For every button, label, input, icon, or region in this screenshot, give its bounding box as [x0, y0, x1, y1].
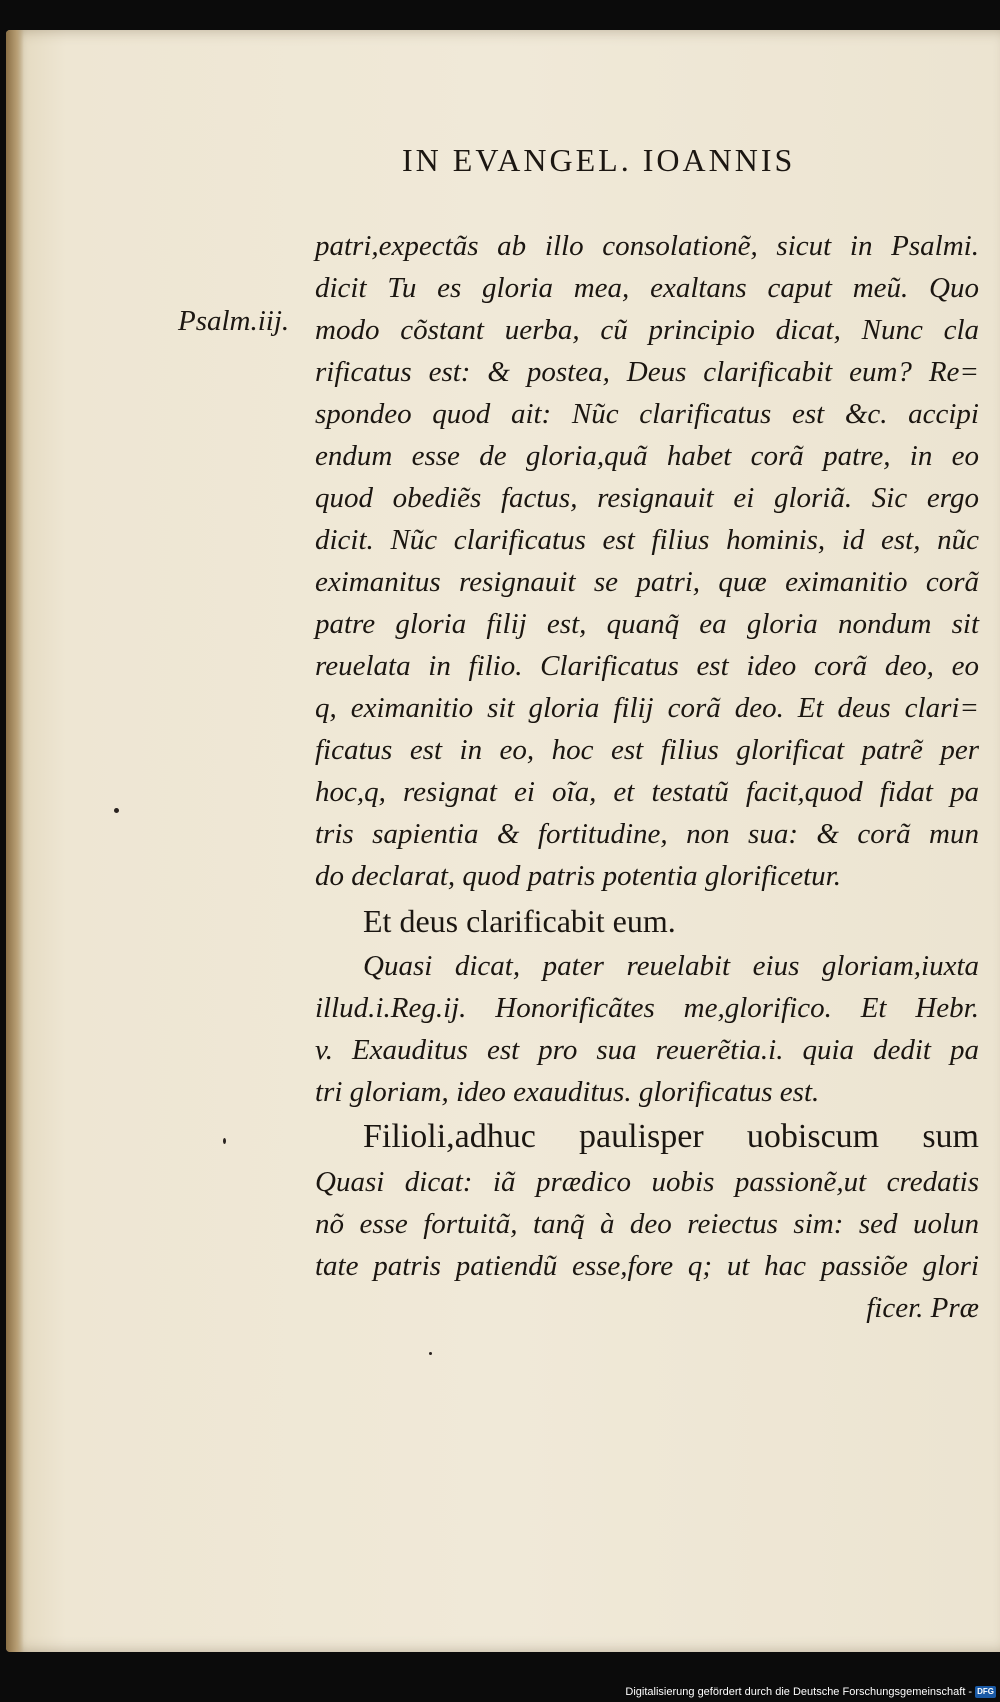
- text-line: spondeo quod ait: Nũc clarificatus est &c. accipi: [315, 398, 979, 430]
- lemma-heading: Filioli,adhuc paulisper uobiscum sum: [363, 1118, 979, 1155]
- text-line: illud.i.Reg.ij. Honorificãtes me,glorifico. Et Hebr.: [315, 992, 979, 1024]
- credit-text: Digitalisierung gefördert durch die Deutsche Forschungsgemeinschaft -: [625, 1686, 973, 1698]
- text-line: q, eximanitio sit gloria filij corã deo. Et deus clari=: [315, 692, 979, 724]
- dfg-logo-icon: DFG: [977, 1687, 994, 1696]
- body-text: [315, 225, 979, 1329]
- text-line: dicit. Nũc clarificatus est filius hominis, id est, nũc: [315, 524, 979, 556]
- ink-speck: [429, 1352, 432, 1355]
- text-line: do declarat, quod patris potentia glorificetur.: [315, 860, 842, 892]
- text-line: quod obediẽs factus, resignauit ei gloriã. Sic ergo: [315, 482, 979, 514]
- text-line: nõ esse fortuitã, tanq̃ à deo reiectus sim: sed uolun: [315, 1208, 979, 1240]
- ink-speck: [223, 1138, 226, 1144]
- text-line: ficatus est in eo, hoc est filius glorificat patrẽ per: [315, 734, 979, 766]
- digitization-credit: [625, 1686, 996, 1698]
- text-line: endum esse de gloria,quã habet corã patre, in eo: [315, 440, 979, 472]
- book-page: [6, 30, 1000, 1652]
- text-line: hoc,q, resignat ei oĩa, et testatũ facit,quod fidat pa: [315, 776, 979, 808]
- running-header: IN EVANGEL. IOANNIS: [402, 142, 796, 178]
- text-line: patre gloria filij est, quanq̃ ea gloria nondum sit: [315, 608, 979, 640]
- text-line: Quasi dicat: iã prædico uobis passionẽ,ut credatis: [315, 1166, 979, 1198]
- text-line: patri,expectãs ab illo consolationẽ, sicut in Psalmi.: [315, 230, 979, 262]
- text-line: v. Exauditus est pro sua reuerẽtia.i. quia dedit pa: [315, 1034, 979, 1066]
- text-line: reuelata in filio. Clarificatus est ideo corã deo, eo: [315, 650, 979, 682]
- ink-speck: [114, 808, 119, 813]
- text-line: tate patris patiendũ esse,fore q; ut hac passiõe glori: [315, 1250, 979, 1282]
- lemma-heading: Et deus clarificabit eum.: [363, 903, 676, 939]
- text-line: rificatus est: & postea, Deus clarificabit eum? Re=: [315, 356, 979, 388]
- text-line: tris sapientia & fortitudine, non sua: & corã mun: [315, 818, 979, 850]
- margin-note: Psalm.iij.: [178, 305, 290, 337]
- text-line: dicit Tu es gloria mea, exaltans caput meũ. Quo: [315, 272, 979, 304]
- catchword-line: ficer. Præ: [866, 1292, 979, 1324]
- text-line: Quasi dicat, pater reuelabit eius gloriam,iuxta: [363, 950, 979, 982]
- text-line: modo cõstant uerba, cũ principio dicat, Nunc cla: [315, 314, 979, 346]
- text-line: tri gloriam, ideo exauditus. glorificatus est.: [315, 1076, 820, 1108]
- text-line: eximanitus resignauit se patri, quæ eximanitio corã: [315, 566, 979, 598]
